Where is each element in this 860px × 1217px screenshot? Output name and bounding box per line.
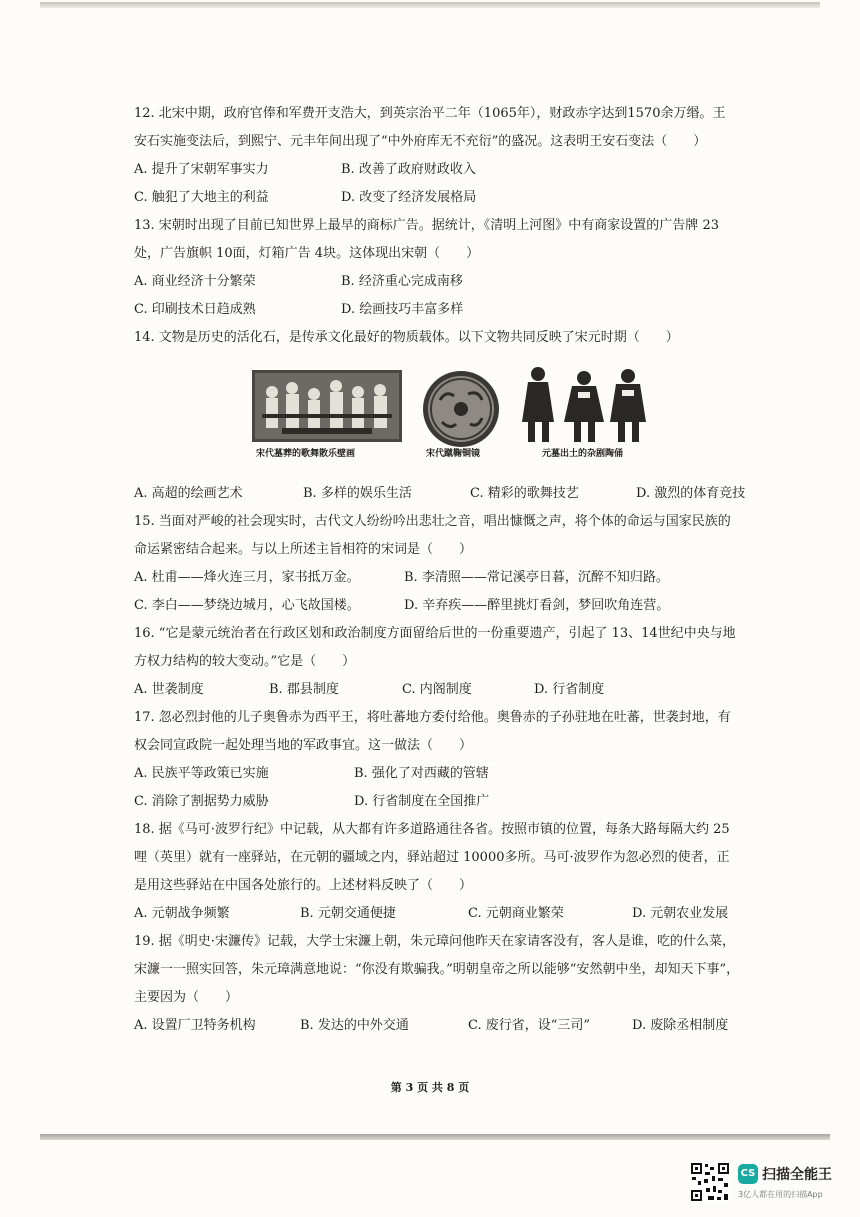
question-text: 权会同宣政院一起处理当地的军政事宜。这一做法（ ） bbox=[134, 738, 473, 753]
option-a: A. 提升了宋朝军事实力 bbox=[134, 162, 269, 177]
bronze-mirror-image bbox=[422, 370, 500, 448]
option-d: D. 行省制度在全国推广 bbox=[354, 794, 490, 809]
question-text: 是用这些驿站在中国各处旅行的。上述材料反映了（ ） bbox=[134, 878, 473, 893]
option-b: B. 李清照——常记溪亭日暮，沉醉不知归路。 bbox=[404, 570, 669, 585]
question-17 bbox=[134, 708, 774, 820]
option-c: C. 废行省，设“三司” bbox=[468, 1018, 591, 1033]
scan-bottom-edge bbox=[40, 1134, 830, 1140]
question-text: 宋濂一一照实回答，朱元璋满意地说：“你没有欺骗我。”明朝皇帝之所以能够“安然朝中坐，却知天下事”， bbox=[134, 962, 740, 977]
option-b: B. 发达的中外交通 bbox=[300, 1018, 409, 1033]
option-b: B. 经济重心完成南移 bbox=[341, 274, 463, 289]
question-15 bbox=[134, 512, 774, 624]
scan-top-edge bbox=[40, 2, 820, 8]
artifact-figures bbox=[134, 356, 774, 484]
option-c: C. 内阁制度 bbox=[402, 682, 472, 697]
page-number: 第 3 页 共 8 页 bbox=[390, 1081, 470, 1094]
question-text: 16. “它是蒙元统治者在行政区划和政治制度方面留给后世的一份重要遗产，引起了 13、14世纪中央与地 bbox=[134, 626, 736, 641]
option-d: D. 元朝农业发展 bbox=[632, 906, 729, 921]
question-text: 哩（英里）就有一座驿站，在元朝的疆域之内，驿站超过 10000多所。马可·波罗作为忽必烈的使者，正 bbox=[134, 850, 730, 865]
question-text: 14. 文物是历史的活化石，是传承文化最好的物质载体。以下文物共同反映了宋元时期（ ） bbox=[134, 330, 679, 345]
question-text: 安石实施变法后，到熙宁、元丰年间出现了“中外府库无不充衍”的盛况。这表明王安石变法（ ） bbox=[134, 134, 707, 149]
question-text: 方权力结构的较大变动。”它是（ ） bbox=[134, 654, 356, 669]
option-d: D. 行省制度 bbox=[534, 682, 605, 697]
option-c: C. 触犯了大地主的利益 bbox=[134, 190, 269, 205]
question-19 bbox=[134, 932, 774, 1044]
option-a: A. 商业经济十分繁荣 bbox=[134, 274, 256, 289]
option-c: C. 元朝商业繁荣 bbox=[468, 906, 564, 921]
question-text: 主要因为（ ） bbox=[134, 990, 239, 1005]
option-a: A. 民族平等政策已实施 bbox=[134, 766, 269, 781]
option-a: A. 元朝战争频繁 bbox=[134, 906, 230, 921]
option-a: A. 设置厂卫特务机构 bbox=[134, 1018, 256, 1033]
question-text: 17. 忽必烈封他的儿子奥鲁赤为西平王，将吐蕃地方委付给他。奥鲁赤的子孙驻地在吐蕃，世袭封地，有 bbox=[134, 710, 731, 725]
question-13 bbox=[134, 216, 774, 328]
question-18 bbox=[134, 820, 774, 932]
option-c: C. 李白——梦绕边城月，心飞故国楼。 bbox=[134, 598, 360, 613]
option-a: A. 杜甫——烽火连三月，家书抵万金。 bbox=[134, 570, 360, 585]
question-text: 15. 当面对严峻的社会现实时，古代文人纷纷吟出悲壮之音，唱出慷慨之声，将个体的命运与国家民族的 bbox=[134, 514, 731, 529]
option-b: B. 元朝交通便捷 bbox=[300, 906, 396, 921]
camscanner-tagline: 3亿人都在用的扫描App bbox=[738, 1190, 823, 1199]
option-d: D. 辛弃疾——醉里挑灯看剑，梦回吹角连营。 bbox=[404, 598, 670, 613]
option-d: D. 改变了经济发展格局 bbox=[341, 190, 477, 205]
exam-page bbox=[134, 104, 774, 1044]
option-b: B. 强化了对西藏的管辖 bbox=[354, 766, 489, 781]
option-b: B. 改善了政府财政收入 bbox=[341, 162, 476, 177]
question-16 bbox=[134, 624, 774, 708]
question-text: 13. 宋朝时出现了目前已知世界上最早的商标广告。据统计，《清明上河图》中有商家设置的广告牌 23 bbox=[134, 218, 719, 233]
option-b: B. 多样的娱乐生活 bbox=[303, 486, 412, 501]
figure-caption: 元墓出土的杂剧陶俑 bbox=[542, 449, 624, 459]
question-14 bbox=[134, 328, 774, 512]
question-text: 处，广告旗帜 10面，灯箱广告 4块。这体现出宋朝（ ） bbox=[134, 246, 480, 261]
option-d: D. 激烈的体育竞技 bbox=[636, 486, 746, 501]
option-c: C. 印刷技术日趋成熟 bbox=[134, 302, 256, 317]
option-a: A. 高超的绘画艺术 bbox=[134, 486, 243, 501]
question-text: 12. 北宋中期，政府官俸和军费开支浩大，到英宗治平二年（1065年），财政赤字达到1570余万缗。王 bbox=[134, 106, 726, 121]
question-text: 19. 据《明史·宋濂传》记载，大学士宋濂上朝，朱元璋问他昨天在家请客没有，客人是谁，吃的什么菜， bbox=[134, 934, 735, 949]
qr-code-icon bbox=[690, 1162, 730, 1202]
option-b: B. 郡县制度 bbox=[269, 682, 339, 697]
option-d: D. 绘画技巧丰富多样 bbox=[341, 302, 464, 317]
question-text: 18. 据《马可·波罗行纪》中记载，从大都有许多道路通往各省。按照市镇的位置，每条大路每隔大约 25 bbox=[134, 822, 730, 837]
camscanner-logo: CS bbox=[738, 1164, 758, 1184]
option-c: C. 消除了割据势力威胁 bbox=[134, 794, 269, 809]
question-text: 命运紧密结合起来。与以上所述主旨相符的宋词是（ ） bbox=[134, 542, 473, 557]
figure-caption: 宋代蹴鞠铜镜 bbox=[426, 449, 481, 459]
option-c: C. 精彩的歌舞技艺 bbox=[470, 486, 579, 501]
camscanner-watermark bbox=[690, 1162, 850, 1208]
question-12 bbox=[134, 104, 774, 216]
camscanner-name: 扫描全能王 bbox=[762, 1167, 832, 1183]
option-d: D. 废除丞相制度 bbox=[632, 1018, 729, 1033]
figure-caption: 宋代墓葬的歌舞散乐壁画 bbox=[256, 449, 356, 459]
mural-image bbox=[252, 370, 402, 442]
opera-figurines-image bbox=[516, 362, 656, 446]
option-a: A. 世袭制度 bbox=[134, 682, 204, 697]
